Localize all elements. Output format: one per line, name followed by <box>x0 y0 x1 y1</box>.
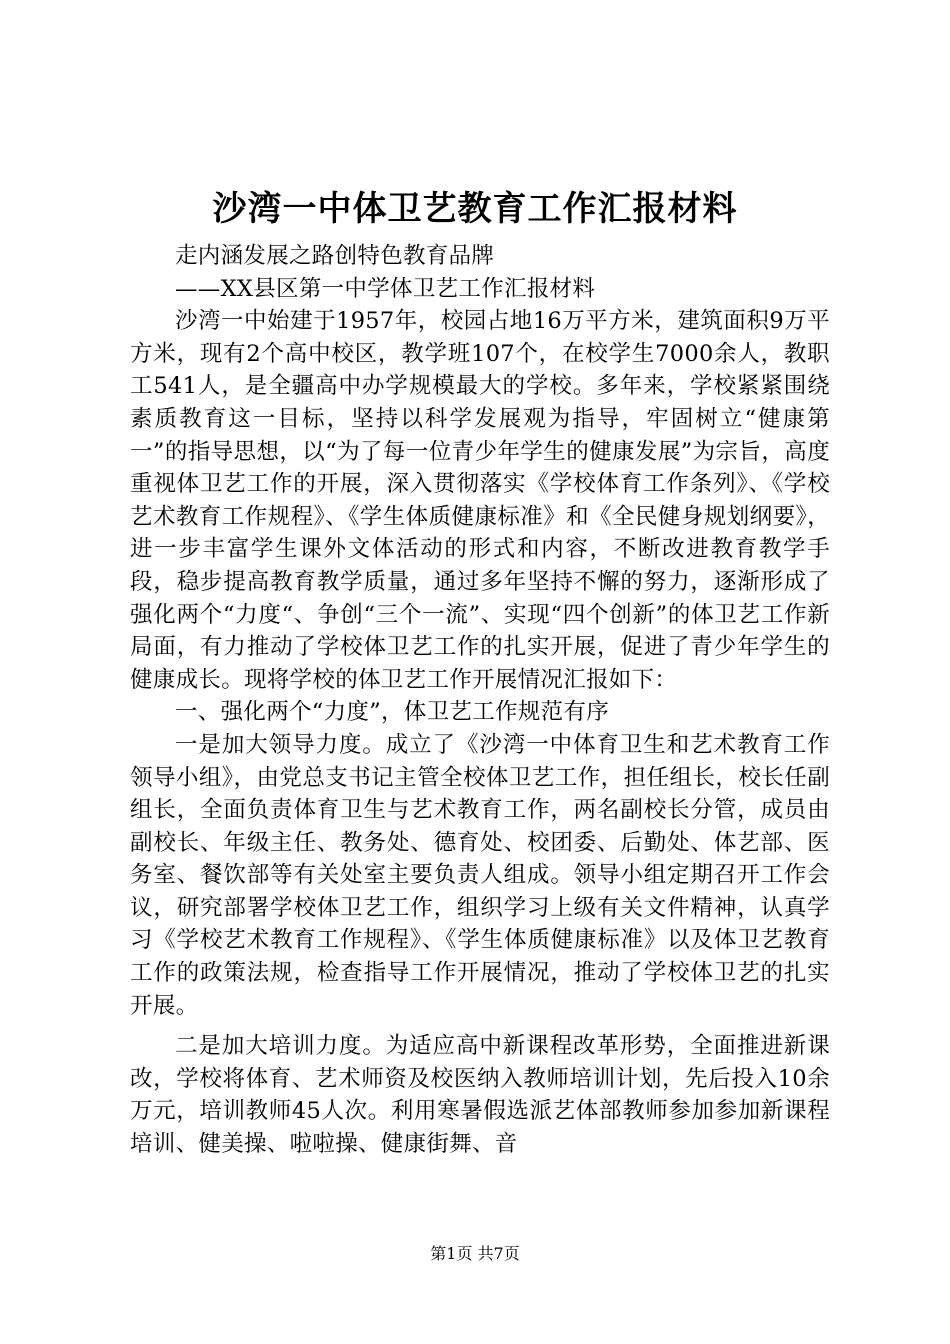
body-paragraph: 二是加大培训力度。为适应高中新课程改革形势，全面推进新课改，学校将体育、艺术师资及校医纳入教师培训计划，先后投入10余万元，培训教师45人次。利用寒暑假选派艺体部教师参加参加新课程培训、健美操、啦啦操、健康街舞、音 <box>130 1033 830 1158</box>
page-footer: 第1页 共7页 <box>430 1244 520 1263</box>
document-title: 沙湾一中体卫艺教育工作汇报材料 <box>212 189 738 229</box>
body-paragraph: 一是加大领导力度。成立了《沙湾一中体育卫生和艺术教育工作领导小组》，由党总支书记主管全校体卫艺工作，担任组长，校长任副组长，全面负责体育卫生与艺术教育工作，两名副校长分管，成员由副校长、年级主任、教务处、德育处、校团委、后勤处、体艺部、医务室、餐饮部等有关处室主要负责人组成。领导小组定期召开工作会议，研究部署学校体卫艺工作，组织学习上级有关文件精神，认真学习《学校艺术教育工作规程》、《学生体质健康标准》以及体卫艺教育工作的政策法规，检查指导工作开展情况，推动了学校体卫艺的扎实开展。 <box>130 731 830 1019</box>
document-body <box>130 240 830 1161</box>
intro-paragraph: 沙湾一中始建于1957年，校园占地16万平方米，建筑面积9万平方米，现有2个高中校区，教学班107个，在校学生7000余人，教职工541人，是全疆高中办学规模最大的学校。多年来，学校紧紧围绕素质教育这一目标，坚持以科学发展观为指导，牢固树立“健康第一”的指导思想，以“为了每一位青少年学生的健康发展”为宗旨，高度重视体卫艺工作的开展，深入贯彻落实《学校体育工作条列》、《学校艺术教育工作规程》、《学生体质健康标准》和《全民健身规划纲要》，进一步丰富学生课外文体活动的形式和内容，不断改进教育教学手段，稳步提高教育教学质量，通过多年坚持不懈的努力，逐渐形成了强化两个“力度“、争创“三个一流”、实现“四个创新”的体卫艺工作新局面，有力推动了学校体卫艺工作的扎实开展，促进了青少年学生的健康成长。现将学校的体卫艺工作开展情况汇报如下： <box>130 308 830 693</box>
section-heading: 一、强化两个“力度”，体卫艺工作规范有序 <box>175 699 610 726</box>
subtitle-secondary: ——XX县区第一中学体卫艺工作汇报材料 <box>175 275 596 302</box>
subtitle: 走内涵发展之路创特色教育品牌 <box>175 243 495 269</box>
